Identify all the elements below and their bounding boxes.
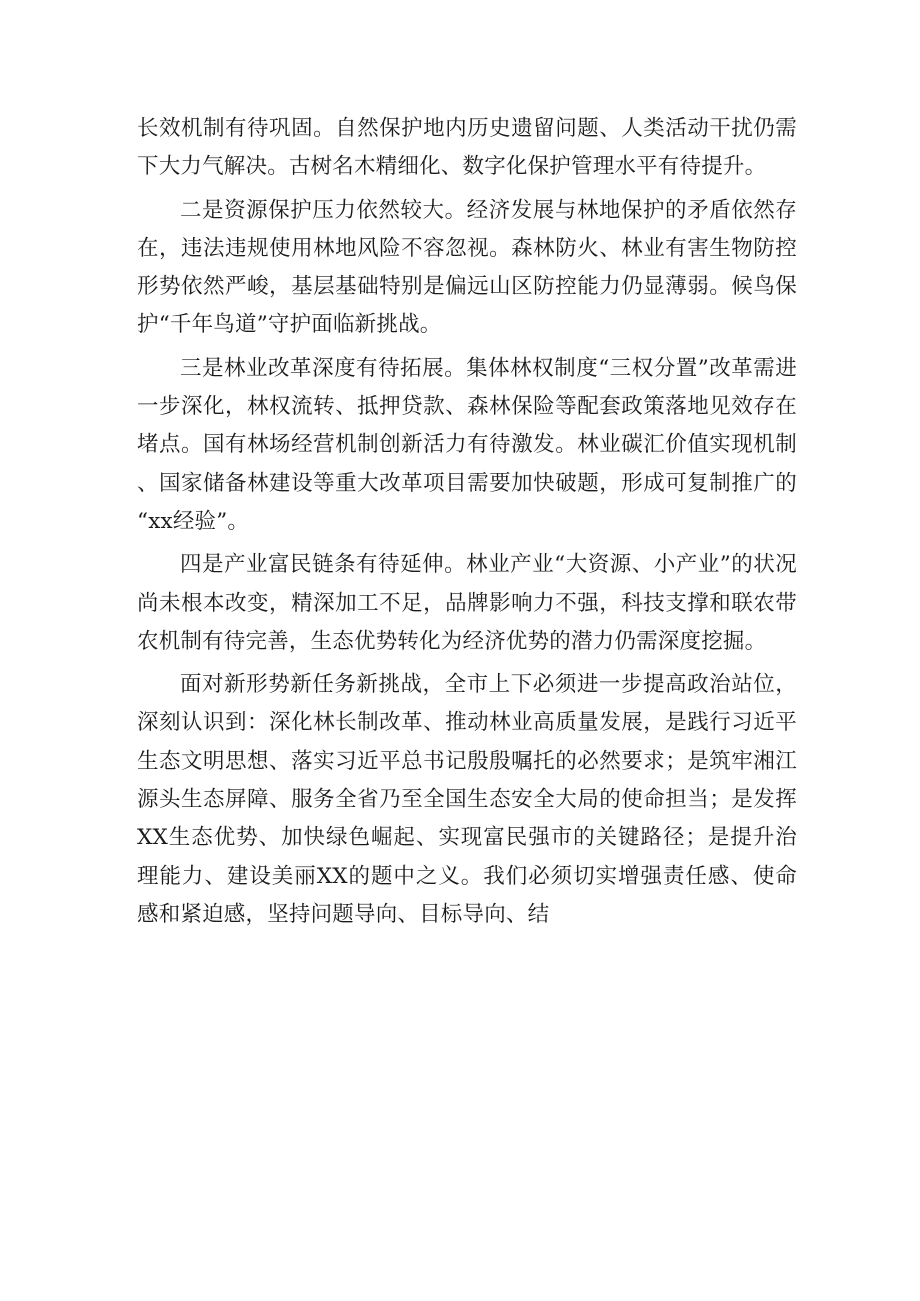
document-body bbox=[137, 110, 797, 939]
paragraph-1: 长效机制有待巩固。自然保护地内历史遗留问题、人类活动干扰仍需下大力气解决。古树名木精细化、数字化保护管理水平有待提升。 bbox=[137, 116, 797, 180]
paragraph-5: 面对新形势新任务新挑战，全市上下必须进一步提高政治站位，深刻认识到：深化林长制改革、推动林业高质量发展，是践行习近平生态文明思想、落实习近平总书记殷殷嘱托的必然要求；是筑牢湘江源头生态屏障、服务全省乃至全国生态安全大局的使命担当；是发挥XX生态优势、加快绿色崛起、实现富民强市的关键路径；是提升治理能力、建设美丽XX的题中之义。我们必须切实增强责任感、使命感和紧迫感，坚持问题导向、目标导向、结 bbox=[137, 672, 797, 927]
paragraph-3: 三是林业改革深度有待拓展。集体林权制度“三权分置”改革需进一步深化，林权流转、抵押贷款、森林保险等配套政策落地见效存在堵点。国有林场经营机制创新活力有待激发。林业碳汇价值实现机制、国家储备林建设等重大改革项目需要加快破题，形成可复制推广的“xx经验”。 bbox=[137, 355, 797, 534]
paragraph-4: 四是产业富民链条有待延伸。林业产业“大资源、小产业”的状况尚未根本改变，精深加工不足，品牌影响力不强，科技支撑和联农带农机制有待完善，生态优势转化为经济优势的潜力仍需深度挖掘。 bbox=[137, 552, 797, 654]
paragraph-2: 二是资源保护压力依然较大。经济发展与林地保护的矛盾依然存在，违法违规使用林地风险不容忽视。森林防火、林业有害生物防控形势依然严峻，基层基础特别是偏远山区防控能力仍显薄弱。候鸟保护“千年鸟道”守护面临新挑战。 bbox=[137, 197, 797, 338]
